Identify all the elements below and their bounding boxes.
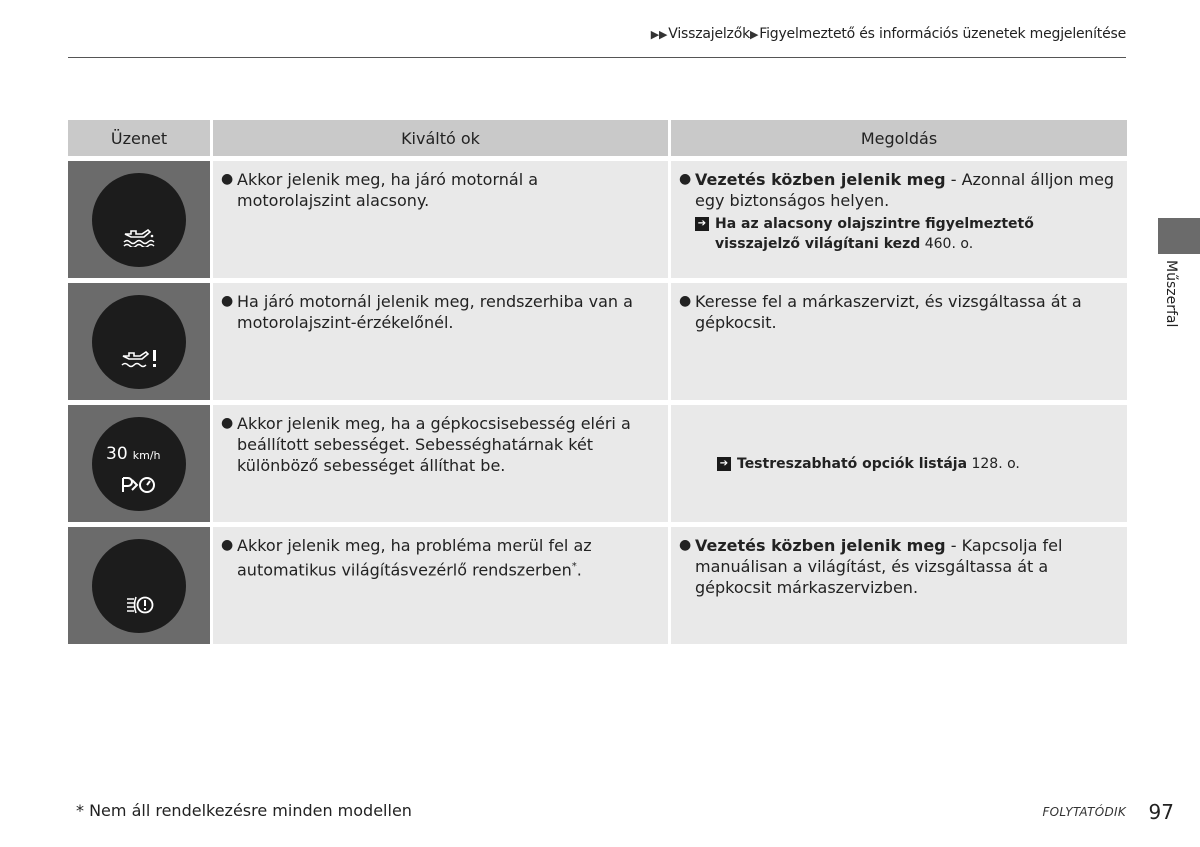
table-row [68,156,1127,278]
cross-reference-link[interactable]: ➔ Testreszabható opciók listája 128. o. [717,454,1115,474]
message-display-cell [68,522,210,644]
message-table [68,120,1127,644]
triangle-right-icon: ▶▶ [650,28,668,41]
bullet-icon: ● [679,537,692,553]
cross-reference-link[interactable]: ➔ Ha az alacsony olajszintre figyelmeztető visszajelző világítani kezd 460. o. [695,214,1115,254]
bullet-icon: ● [679,171,692,187]
header-cause: Kiváltó ok [210,120,668,156]
solution-cell: ● Keresse fel a márkaszervizt, és vizsgáltassa át a gépkocsit. [668,278,1127,400]
table-row [68,400,1127,522]
oil-sensor-icon [120,347,160,369]
bullet-icon: ● [221,537,234,553]
breadcrumb-item[interactable]: Figyelmeztető és információs üzenetek megjelenítése [759,26,1126,42]
cause-cell: ● Ha járó motornál jelenik meg, rendszerhiba van a motorolajszint-érzékelőnél. [210,278,668,400]
footnote: * Nem áll rendelkezésre minden modellen [76,801,412,820]
reference-arrow-icon: ➔ [695,217,709,231]
page-number: 97 [1148,800,1174,824]
continued-label: FOLYTATÓDIK [1042,805,1126,819]
cause-cell: ● Akkor jelenik meg, ha a gépkocsisebesség eléri a beállított sebességet. Sebességhatárnak két különböző sebességet állíthat be. [210,400,668,522]
bullet-icon: ● [221,171,234,187]
reference-arrow-icon: ➔ [717,457,731,471]
solution-cell: ● Vezetés közben jelenik meg - Kapcsolja fel manuálisan a világítást, és vizsgáltassa át a gépkocsit márkaszervizben. [668,522,1127,644]
table-row [68,278,1127,400]
header-solution: Megoldás [668,120,1127,156]
bullet-icon: ● [221,293,234,309]
triangle-right-icon: ▶ [749,28,759,41]
message-display-cell [68,278,210,400]
speed-readout: 30 km/h [106,443,161,464]
display-screen [92,295,186,389]
table-header-row [68,120,1127,156]
breadcrumb-item[interactable]: Visszajelzők [668,26,750,42]
bullet-icon: ● [679,293,692,309]
oil-level-icon [122,225,158,247]
section-tab[interactable] [1158,218,1200,254]
message-display-cell [68,400,210,522]
display-screen [92,173,186,267]
auto-headlight-warning-icon [125,594,155,616]
display-screen [92,417,186,511]
solution-cell: ● Vezetés közben jelenik meg - Azonnal álljon meg egy biztonságos helyen. ➔ Ha az alacsony olajszintre figyelmeztető visszajelző világítani kezd 460. o. [668,156,1127,278]
display-screen [92,539,186,633]
table-row [68,522,1127,644]
solution-cell [668,400,1127,522]
message-display-cell [68,156,210,278]
header-message: Üzenet [68,120,210,156]
bullet-icon: ● [221,415,234,431]
header-divider [68,57,1126,58]
breadcrumb [651,26,1126,42]
cause-cell: ● Akkor jelenik meg, ha probléma merül fel az automatikus világításvezérlő rendszerben*. [210,522,668,644]
cause-cell: ● Akkor jelenik meg, ha járó motornál a motorolajszint alacsony. [210,156,668,278]
speed-limiter-icon [121,475,157,495]
section-tab-label: Műszerfal [1163,260,1179,328]
